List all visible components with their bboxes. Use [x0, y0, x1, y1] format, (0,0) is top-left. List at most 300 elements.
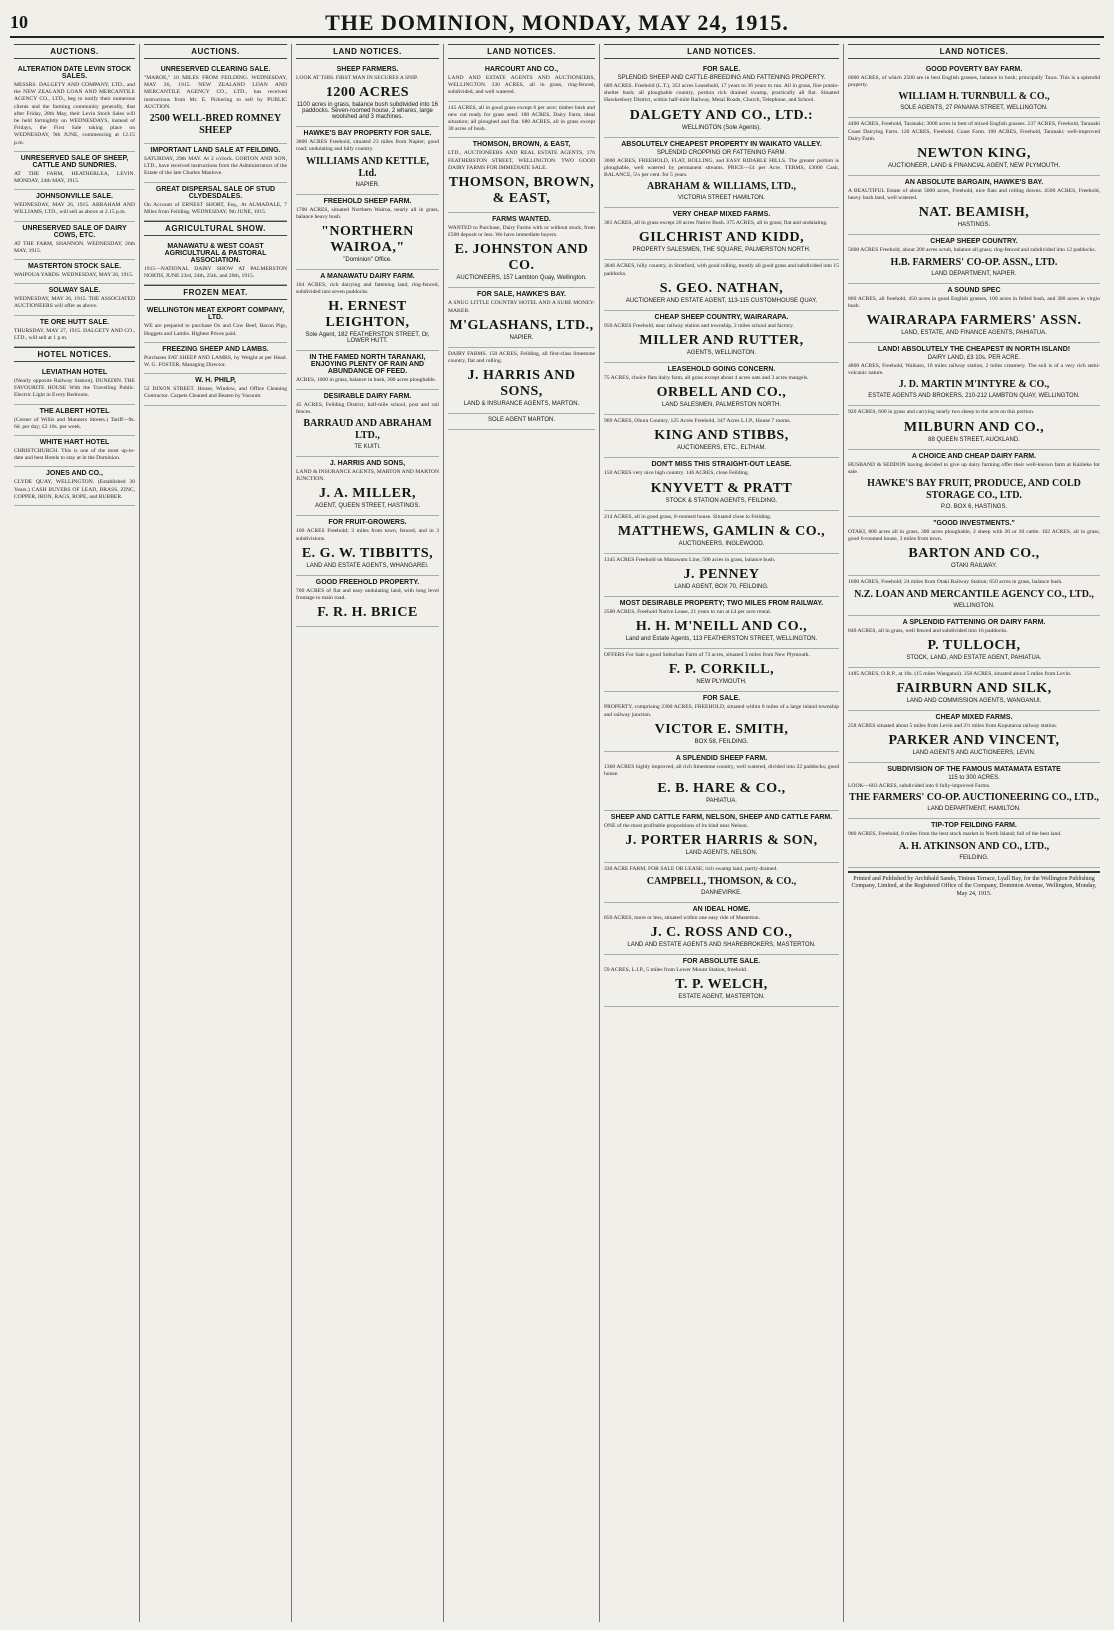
ad-address: HASTINGS.	[957, 222, 991, 229]
ad-address: LAND AGENT, BOX 70, FEILDING.	[674, 584, 769, 591]
ad-body: 145 ACRES, all in good grass except 6 per acre; timber bush and new cut ready for grass seed. 100 ACRES, Dairy Farm, ideal situation; all ploughed and flat. 680 ACRES, all in grass except 30 acres of bush.	[448, 104, 595, 133]
ad-title: TE ORE HUTT SALE.	[39, 318, 110, 326]
ad-body: 1345 ACRES Freehold on Manawatu Line; 500 acres in grass, balance bush.	[604, 556, 776, 563]
ad-title: DON'T MISS THIS STRAIGHT-OUT LEASE.	[651, 461, 792, 469]
advertisement	[144, 240, 287, 285]
ad-title: CHEAP MIXED FARMS.	[935, 714, 1013, 722]
ad-advertiser-name: HAWKE'S BAY FRUIT, PRODUCE, AND COLD STORAGE CO., LTD.	[867, 478, 1081, 502]
ad-body: ONE of the most profitable propositions of its kind near Nelson.	[604, 823, 749, 830]
column-5	[600, 44, 844, 1622]
ad-advertiser-name: J. HARRIS AND SONS,	[467, 368, 576, 400]
ad-title: GOOD FREEHOLD PROPERTY.	[315, 578, 420, 586]
ad-title: SHEEP FARMERS.	[336, 66, 399, 73]
section-heading: AUCTIONS.	[144, 44, 287, 59]
advertisement	[604, 415, 839, 458]
advertisement	[144, 343, 287, 374]
ad-title: HARCOURT AND CO.,	[484, 66, 559, 73]
ad-address: AUCTIONEER, LAND & FINANCIAL AGENT, NEW PLYMOUTH.	[887, 163, 1061, 170]
ad-body: WE are prepared to purchase Ox and Cow Beef, Bacon Pigs, Hoggets and Lambs. Highest Prices paid.	[144, 323, 287, 337]
advertisement	[604, 692, 839, 751]
ad-title: ABSOLUTELY CHEAPEST PROPERTY IN WAIKATO VALLEY.	[621, 140, 822, 148]
ad-advertiser-name: ABRAHAM & WILLIAMS, LTD.,	[647, 181, 796, 193]
ad-body: 920 ACRES, 600 in grass and carrying nearly two sheep to the acre on this portion.	[848, 409, 1035, 416]
column-6	[844, 44, 1104, 1622]
ad-advertiser-name: H.B. FARMERS' CO-OP. ASSN., LTD.	[890, 256, 1058, 268]
ad-title: FOR ABSOLUTE SALE.	[682, 957, 761, 965]
columns	[10, 44, 1104, 1622]
advertisement	[848, 616, 1100, 668]
ad-title: FOR SALE, HAWKE'S BAY.	[477, 291, 566, 299]
ad-body: WAIPOUA YARDS. WEDNESDAY, MAY 26, 1915.	[14, 272, 134, 279]
ad-title: SOLWAY SALE.	[48, 287, 101, 295]
ad-title: FREEHOLD SHEEP FARM.	[323, 197, 412, 205]
ad-body: 45 ACRES, Feilding District, half-mile school, post and rail fences.	[296, 401, 439, 415]
section-heading: HOTEL NOTICES.	[14, 347, 135, 362]
ad-advertiser-name: WILLIAMS AND KETTLE, Ltd.	[305, 155, 430, 179]
ad-body: 1360 ACRES highly improved, all rich limestone country, well watered, divided into 22 paddocks; good house.	[604, 763, 839, 778]
ad-title: FOR FRUIT-GROWERS.	[328, 519, 407, 527]
ad-title: A MANAWATU DAIRY FARM.	[320, 273, 415, 281]
ad-title: FREEZING SHEEP AND LAMBS.	[162, 345, 269, 353]
ad-title: DESIRABLE DAIRY FARM.	[323, 392, 412, 400]
ad-title: MANAWATU & WEST COAST AGRICULTURAL & PASTORAL ASSOCIATION.	[164, 243, 267, 265]
ad-address: LAND, ESTATE, AND FINANCE AGENTS, PAHIATUA.	[901, 330, 1047, 337]
ad-body: CHRISTCHURCH. This is one of the most up-to-date and best Hotels to stay at in the Dominion.	[14, 448, 135, 462]
ad-title: AN ABSOLUTE BARGAIN, HAWKE'S BAY.	[904, 179, 1044, 187]
advertisement	[604, 511, 839, 554]
ad-address: STOCK & STATION AGENTS, FEILDING.	[665, 497, 778, 504]
ad-advertiser-name: NEWTON KING,	[917, 146, 1031, 162]
ad-body: SATURDAY, 29th MAY. At 2 o'clock. GORTON AND SON, LTD., have received instructions from the Administrators of the Estate of the late Charles Manlove.	[144, 156, 287, 177]
ad-address: DANNEVIRKE.	[701, 889, 742, 896]
advertisement	[14, 190, 135, 221]
ad-address: LAND AGENTS AND AUCTIONEERS, LEVIN.	[912, 750, 1036, 757]
ad-advertiser-name: S. GEO. NATHAN,	[659, 280, 784, 296]
ad-body: 4800 ACRES, Freehold, Waikato, 18 miles railway station, 2 miles creamery. The soil is of a very rich semi-volcanic nature.	[848, 363, 1100, 377]
ad-body: ACRES, 1000 in grass, balance in bush, 300 acres ploughable.	[296, 377, 436, 384]
advertisement	[848, 343, 1100, 406]
ad-advertiser-name: "NORTHERN WAIROA,"	[321, 224, 414, 256]
ad-advertiser-name: PARKER AND VINCENT,	[888, 733, 1060, 749]
footer-rule	[848, 871, 1100, 873]
ad-body: OFFERS For Sale a good Suburban Farm of 73 acres, situated 3 miles from New Plymouth.	[604, 652, 810, 659]
advertisement	[448, 213, 595, 288]
advertisement	[848, 668, 1100, 711]
ad-address: OTAKI RAILWAY.	[950, 563, 997, 570]
ad-body: 75 ACRES, choice flats dairy farm, all grass except about 4 acres oats and 3 acres mangels.	[604, 375, 809, 382]
ad-address: 88 QUEEN STREET, AUCKLAND.	[928, 436, 1020, 443]
advertisement	[448, 348, 595, 414]
ad-title: IMPORTANT LAND SALE AT FEILDING.	[150, 147, 281, 155]
ad-body: WEDNESDAY, MAY 26, 1915. ABRAHAM AND WILLIAMS, LTD., will sell as above at 2.15 p.m.	[14, 202, 135, 216]
ad-body: DAIRY FARMS. 150 ACRES, Feilding, all first-class limestone country, flat and rolling.	[448, 350, 595, 365]
imprint-footer: Printed and Published by Archibald Sando, Tinirau Terrace, Lyall Bay, for the Wellington Publishing Company, Limited, at the Registered Office of the Company, Dominion Avenue, Wellington, Monday, May 24, 1915.	[851, 875, 1097, 897]
ad-advertiser-name: WILLIAM H. TURNBULL & CO.,	[898, 91, 1050, 103]
ad-subtitle: SPLENDID CROPPING OR FATTENING FARM.	[656, 149, 787, 156]
advertisement	[848, 235, 1100, 283]
ad-body: THURSDAY, MAY 27, 1915. DALGETY AND CO., LTD., will sell at 1 p.m.	[14, 327, 135, 341]
ad-title: "GOOD INVESTMENTS."	[933, 520, 1015, 528]
ad-title: THOMSON, BROWN, & EAST,	[472, 141, 571, 149]
page-number: 10	[10, 12, 28, 32]
ad-body: 1700 ACRES, situated Northern Wairoa, nearly all in grass, balance heavy bush.	[296, 206, 439, 220]
ad-advertiser-name: THE FARMERS' CO-OP. AUCTIONEERING CO., LTD.,	[849, 792, 1099, 804]
ad-body: AT THE FARM, SHANNON. WEDNESDAY, 26th MAY, 1915.	[14, 240, 135, 254]
ad-body: 700 ACRES of flat and easy undulating land, with long level frontage to main road.	[296, 587, 439, 602]
ad-body: 1600 ACRES, Freehold; 24 miles from Otaki Railway Station; 650 acres in grass, balance bush.	[848, 579, 1063, 586]
ad-advertiser-name: F. R. H. BRICE	[317, 605, 418, 621]
ad-address: AUCTIONEER AND ESTATE AGENT, 113-115 CUSTOMHOUSE QUAY.	[625, 297, 818, 304]
advertisement	[296, 457, 439, 516]
ad-advertiser-name: MILBURN AND CO.,	[903, 419, 1045, 435]
advertisement	[14, 405, 135, 436]
section-heading: AUCTIONS.	[14, 44, 135, 59]
ad-advertiser-name: E. G. W. TIBBITTS,	[301, 545, 434, 561]
ad-body: 6000 ACRES, of which 2500 are in best English grasses, balance in bush; principally Tawa. This is a splendid property.	[848, 75, 1100, 89]
ad-advertiser-name: NAT. BEAMISH,	[918, 205, 1030, 221]
advertisement	[14, 316, 135, 347]
section-heading: LAND NOTICES.	[848, 44, 1100, 59]
ad-title: HAWKE'S BAY PROPERTY FOR SALE.	[303, 130, 432, 138]
ad-advertiser-name: BARTON AND CO.,	[908, 546, 1040, 562]
advertisement	[144, 304, 287, 342]
advertisement	[296, 390, 439, 457]
ad-address: AUCTIONEERS, ETC., ELTHAM.	[676, 445, 767, 452]
ad-body: 104 ACRES, rich dairying and fattening land, ring-fenced, subdivided into seven paddocks.	[296, 282, 439, 296]
ad-address: LAND DEPARTMENT, HAMILTON.	[927, 806, 1021, 813]
advertisement	[448, 138, 595, 213]
ad-body: 1485 ACRES, O.R.P., at 10s. (15 miles Wanganui). 258 ACRES, situated about 5 miles from Levin.	[848, 670, 1072, 677]
ad-body: LAND AND ESTATE AGENTS AND AUCTIONEERS, WELLINGTON. 330 ACRES, all in grass, ring-fenced, subdivided, and well watered.	[448, 75, 595, 96]
ad-address: WELLINGTON.	[953, 602, 995, 609]
ad-address: Sole Agent, 182 FEATHERSTON STREET, Or, LOWER HUTT.	[305, 332, 430, 345]
ad-advertiser-name: ORBELL AND CO.,	[656, 385, 787, 401]
ad-address: STOCK, LAND, AND ESTATE AGENT, PAHIATUA.	[906, 654, 1042, 661]
ad-address: AGENT, QUEEN STREET, HASTINGS.	[314, 503, 421, 510]
ad-address: AUCTIONEERS, INGLEWOOD.	[678, 540, 765, 547]
advertisement	[848, 763, 1100, 819]
ad-body: OTAKI, 800 acres all in grass, 300 acres ploughable, 2 sheep with 20 or 30 cattle. 102 ACRES, all in grass, good 6-roomed house, 3 miles from town.	[848, 529, 1100, 543]
ad-body: LOOK AT THIS. FIRST MAN IN SECURES A SNIP.	[296, 75, 418, 81]
section-heading: AGRICULTURAL SHOW.	[144, 221, 287, 236]
ad-body: 860 ACRES, all freehold, 450 acres in good English grasses, 100 acres in felled bush, and 300 acres in virgin bush.	[848, 295, 1100, 309]
ad-body: AT THE FARM, HEATHERLEA, LEVIN. MONDAY, 24th MAY, 1915.	[14, 170, 135, 185]
ad-body: WANTED to Purchase, Dairy Farms with or without stock, from £500 deposit or less. We have immediate buyers.	[448, 225, 595, 239]
ad-address: LAND AND ESTATE AGENTS AND SHAREBROKERS, MASTERTON.	[627, 941, 816, 948]
ad-address: 1100 acres in grass, balance bush subdivided into 16 paddocks. Seven-roomed house, 2 whares, large woolshed and 3 machines.	[297, 102, 438, 121]
ad-advertiser-name: E. JOHNSTON AND CO.	[454, 242, 589, 274]
ad-advertiser-name: J. PORTER HARRIS & SON,	[625, 833, 818, 849]
ad-advertiser-name: H. H. M'NEILL AND CO.,	[635, 619, 808, 635]
ad-title: LEVIATHAN HOTEL	[41, 369, 108, 377]
advertisement	[296, 516, 439, 575]
advertisement	[144, 144, 287, 183]
ad-advertiser-name: THOMSON, BROWN, & EAST,	[448, 175, 595, 207]
ad-title: AN IDEAL HOME.	[692, 905, 751, 913]
ad-body: "MAROE," 10 MILES FROM FEILDING. WEDNESDAY, MAY 26, 1915. NEW ZEALAND LOAN AND MERCANTILE AGENCY CO., LTD., has received instructions from Mr. E. Pickering to sell by PUBLIC AUCTION.	[144, 75, 287, 110]
ad-body: 381 ACRES, all in grass except 20 acres Native Bush. 375 ACRES, all in grass; flat and undulating.	[604, 220, 828, 227]
ad-body: 950 ACRES Freehold, near railway station and township, 2 miles school and factory.	[604, 322, 794, 329]
ad-body: CLYDE QUAY, WELLINGTON. (Established 30 Years.) CASH BUYERS OF LEAD, BRASS, ZINC, COPPER, IRON, RAGS, ROPE, and RUBBER.	[14, 479, 135, 500]
ad-title: W. H. PHILP,	[195, 377, 236, 385]
advertisement	[848, 819, 1100, 867]
advertisement	[604, 208, 839, 260]
ad-advertiser-name: J. C. ROSS AND CO.,	[650, 924, 793, 940]
newspaper-title: THE DOMINION, MONDAY, MAY 24, 1915.	[325, 10, 789, 35]
advertisement	[848, 118, 1100, 176]
ad-advertiser-name: A. H. ATKINSON AND CO., LTD.,	[898, 840, 1050, 852]
advertisement	[604, 752, 839, 811]
ad-advertiser-name: 2500 WELL-BRED ROMNEY SHEEP	[149, 113, 282, 137]
ad-body: 52 DIXON STREET. House, Window, and Office Cleaning Contractor. Carpets Cleaned and Beaten by Vacuum.	[144, 386, 287, 400]
ad-address: PAHIATUA.	[706, 798, 737, 805]
ad-address: TE KUITI.	[354, 444, 381, 451]
ad-title: GREAT DISPERSAL SALE OF STUD CLYDESDALES.	[155, 185, 276, 200]
section-heading: FROZEN MEAT.	[144, 285, 287, 300]
ad-body: LAND & INSURANCE AGENTS, MARTON AND MARTON JUNCTION.	[296, 469, 439, 483]
ad-title: LEASEHOLD GOING CONCERN.	[667, 366, 776, 374]
advertisement	[848, 176, 1100, 235]
ad-advertiser-name: DALGETY AND CO., LTD.:	[629, 107, 814, 123]
advertisement	[448, 102, 595, 139]
ad-body: 850 ACRES, more or less, situated within one easy ride of Masterton.	[604, 914, 760, 921]
ad-subtitle: 115 to 300 ACRES.	[948, 775, 1000, 782]
advertisement	[604, 363, 839, 415]
ad-address: SOLE AGENTS, 27 PANAMA STREET, WELLINGTON.	[900, 105, 1048, 112]
ad-body: 3000 ACRES, FREEHOLD, FLAT, ROLLING, and EASY RIDABLE HILLS. The greater portion is ploughable, well watered by permanent streams. PRICE—£4 per Acre. TERMS, £3000 Cash, BALANCE, 5¼ per cent. for 5 years.	[604, 157, 839, 179]
ad-address: NEW PLYMOUTH.	[696, 679, 747, 686]
advertisement	[604, 863, 839, 902]
ad-address: P.O. BOX 6, HASTINGS.	[940, 504, 1008, 511]
ad-body: MESSRS. DALGETY AND COMPANY, LTD., and the NEW ZEALAND LOAN AND MERCANTILE AGENCY CO., LTD., beg to notify their numerous clients and the farming community generally, that after Friday, 28th May, their Levin Stock Sales will be held fortnightly on WEDNESDAYS, instead of Fridays, the First Sale taking place on WEDNESDAY, 9th JUNE, commencing at 12.15 p.m.	[14, 82, 135, 146]
ad-body: PROPERTY, comprising 2300 ACRES, FREEHOLD, situated within 8 miles of a large inland township and railway junction.	[604, 704, 839, 718]
ad-address: LAND AGENTS, NELSON.	[685, 850, 758, 857]
ad-title: MASTERTON STOCK SALE.	[27, 263, 122, 271]
advertisement	[296, 576, 439, 627]
advertisement	[604, 260, 839, 310]
ad-advertiser-name: FAIRBURN AND SILK,	[896, 681, 1052, 697]
ad-title: A CHOICE AND CHEAP DAIRY FARM.	[911, 452, 1037, 460]
advertisement	[14, 222, 135, 260]
ad-address: BOX 58, FEILDING.	[694, 738, 749, 745]
ad-body: 909 ACRES, Ohura Country, 125 Acres Freehold, 347 Acres L.I.P., House 7 rooms.	[604, 418, 792, 425]
advertisement	[14, 284, 135, 315]
ad-title: FARMS WANTED.	[492, 216, 551, 224]
ad-advertiser-name: J. D. MARTIN M'INTYRE & CO.,	[898, 379, 1050, 391]
ad-title: THE ALBERT HOTEL	[39, 407, 110, 415]
ad-body: 900 ACRES, Freehold, 8 miles from the best stock market in North Island; full of the best land.	[848, 831, 1062, 838]
column-1	[10, 44, 140, 1622]
advertisement	[296, 63, 439, 127]
advertisement	[604, 955, 839, 1007]
advertisement	[144, 63, 287, 144]
ad-address: "Dominion" Office.	[343, 257, 392, 264]
ad-subtitle: SPLENDID SHEEP AND CATTLE-BREEDING AND FATTENING PROPERTY.	[617, 75, 826, 81]
column-3	[292, 44, 444, 1622]
advertisement	[848, 711, 1100, 763]
ad-title: WELLINGTON MEAT EXPORT COMPANY, LTD.	[146, 307, 285, 322]
ad-title: CHEAP SHEEP COUNTRY.	[930, 238, 1018, 246]
ad-title: FOR SALE.	[702, 695, 741, 703]
section-heading: LAND NOTICES.	[448, 44, 595, 59]
ad-body: 840 ACRES, all in grass, well fenced and subdivided into 16 paddocks.	[848, 627, 1008, 634]
advertisement	[144, 374, 287, 405]
ad-title: UNRESERVED SALE OF SHEEP, CATTLE AND SUNDRIES.	[20, 154, 129, 169]
ad-body: 3800 ACRES Freehold, situated 23 miles from Napier; good road; undulating and hilly country.	[296, 139, 439, 153]
ad-address: SOLE AGENT MARTON.	[487, 417, 556, 424]
advertisement	[448, 63, 595, 102]
ad-body: 150 ACRES very nice high country. 146 ACRES, close Feilding.	[604, 470, 750, 477]
ad-body: 100 ACRES Freehold; 3 miles from town, fenced, and in 3 subdivisions.	[296, 528, 439, 542]
ad-body: On Account of ERNEST SHORT, Esq., At ALMADALE, 7 Miles from Feilding. WEDNESDAY, 9th JUNE, 1915.	[144, 201, 287, 215]
advertisement	[296, 195, 439, 270]
ad-address: LAND AND ESTATE AGENTS, WHANGAREI.	[306, 562, 429, 569]
ad-body: A SNUG LITTLE COUNTRY HOTEL AND A SURE MONEY-MAKER.	[448, 300, 595, 314]
ad-title: UNRESERVED CLEARING SALE.	[160, 66, 271, 73]
ad-address: AUCTIONEERS, 157 Lambton Quay, Wellington.	[456, 275, 587, 282]
ad-advertiser-name: T. P. WELCH,	[675, 977, 768, 993]
ad-body: LTD., AUCTIONEERS AND REAL ESTATE AGENTS, 176 FEATHERSTON STREET, WELLINGTON. TWO GOOD DAIRY FARMS FOR IMMEDIATE SALE.	[448, 150, 595, 171]
ad-advertiser-name: BARRAUD AND ABRAHAM LTD.,	[303, 418, 432, 442]
ad-advertiser-name: N.Z. LOAN AND MERCANTILE AGENCY CO., LTD.,	[854, 588, 1094, 600]
advertisement	[448, 288, 595, 347]
advertisement	[144, 183, 287, 221]
ad-title: J. HARRIS AND SONS,	[329, 460, 406, 468]
ad-title: JOHNSONVILLE SALE.	[35, 193, 113, 201]
ad-address: LAND AND COMMISSION AGENTS, WANGANUI.	[906, 698, 1042, 705]
advertisement	[14, 152, 135, 190]
ad-title: UNRESERVED SALE OF DAIRY COWS, ETC.	[22, 224, 127, 239]
ad-body: A BEAUTIFUL Estate of about 5000 acres, Freehold, nice flats and rolling downs. 4500 ACRES, Freehold, heavy bush land, well watered.	[848, 188, 1100, 202]
ad-title: LAND! ABSOLUTELY THE CHEAPEST IN NORTH ISLAND!	[877, 346, 1071, 354]
advertisement	[14, 260, 135, 284]
section-heading: LAND NOTICES.	[296, 44, 439, 59]
advertisement	[604, 458, 839, 510]
advertisement	[848, 406, 1100, 449]
advertisement	[848, 63, 1100, 118]
ad-advertiser-name: VICTOR E. SMITH,	[654, 721, 789, 737]
ad-body: 330 ACRE FARM, FOR SALE OR LEASE; rich swamp land, partly drained.	[604, 866, 778, 873]
ad-address: VICTORIA STREET HAMILTON.	[678, 195, 765, 202]
advertisement	[296, 270, 439, 351]
ad-title: IN THE FAMED NORTH TARANAKI, ENJOYING PLENTY OF RAIN AND ABUNDANCE OF FEED.	[309, 354, 426, 376]
ad-address: LAND DEPARTMENT, NAPIER.	[931, 270, 1017, 277]
ad-title: JONES AND CO.,	[46, 470, 103, 478]
ad-title: WHITE HART HOTEL	[39, 439, 110, 447]
ad-address: LAND & INSURANCE AGENTS, MARTON.	[463, 401, 580, 408]
ad-advertiser-name: WAIRARAPA FARMERS' ASSN.	[866, 313, 1082, 329]
ad-advertiser-name: P. TULLOCH,	[927, 637, 1021, 653]
ad-advertiser-name: J. A. MILLER,	[318, 486, 417, 502]
ad-title: SHEEP AND CATTLE FARM, NELSON, SHEEP AND CATTLE FARM.	[610, 814, 833, 822]
ad-body: 3846 ACRES, hilly country, in Stratford, with good rolling, mostly all good grass and subdivided into 15 paddocks.	[604, 263, 839, 277]
ad-title: MOST DESIRABLE PROPERTY; TWO MILES FROM RAILWAY.	[619, 600, 824, 608]
advertisement	[848, 284, 1100, 343]
ad-title: TIP-TOP FEILDING FARM.	[931, 822, 1017, 830]
ad-advertiser-name: M'GLASHANS, LTD.,	[449, 317, 594, 333]
ad-advertiser-name: MILLER AND RUTTER,	[639, 333, 804, 349]
ad-advertiser-name: 1200 ACRES	[325, 85, 410, 101]
ad-body: 5600 ACRES Freehold, about 200 acres scrub, balance all grass; ring-fenced and subdivided into 12 paddocks.	[848, 247, 1096, 254]
advertisement	[848, 517, 1100, 576]
advertisement	[604, 649, 839, 692]
ad-title: A SOUND SPEC	[947, 286, 1001, 294]
ad-subtitle: DAIRY LAND, £3 10s. PER ACRE.	[927, 355, 1021, 362]
ad-title: A SPLENDID FATTENING OR DAIRY FARM.	[902, 618, 1046, 626]
advertisement	[848, 450, 1100, 517]
ad-advertiser-name: GILCHRIST AND KIDD,	[638, 230, 805, 246]
ad-address: ESTATE AGENTS AND BROKERS, 210-212 LAMBTON QUAY, WELLINGTON.	[868, 393, 1080, 400]
ad-address: AGENTS, WELLINGTON.	[686, 350, 757, 357]
ad-address: NAPIER.	[355, 181, 380, 188]
ad-body: WEDNESDAY, MAY 26, 1915. THE ASSOCIATED AUCTIONEERS will offer as above.	[14, 296, 135, 310]
advertisement	[604, 903, 839, 955]
advertisement	[848, 576, 1100, 615]
ad-title: CHEAP SHEEP COUNTRY, WAIRARAPA.	[654, 313, 789, 321]
advertisement	[14, 366, 135, 405]
ad-body: LOOK—603 ACRES, subdivided into 6 fully-improved Farms.	[848, 783, 991, 790]
ad-body: 4400 ACRES, Freehold, Taranaki; 3000 acres in best of mixed English grasses. 237 ACRES, Freehold, Taranaki Coast Dairying Farm. 120 ACRES, Freehold, Coast Farm. 100 ACRES, Freehold, Taranaki; well-improved Dairy Farm.	[848, 121, 1100, 142]
ad-body: 258 ACRES situated about 5 miles from Levin and 2½ miles from Koputaroa railway station.	[848, 723, 1058, 730]
ad-address: LAND SALESMEN, PALMERSTON NORTH.	[661, 402, 782, 409]
advertisement	[604, 138, 839, 209]
ad-body: 214 ACRES, all in good grass, 8-roomed house. Situated close to Feilding.	[604, 513, 772, 520]
ad-address: ESTATE AGENT, MASTERTON.	[678, 994, 765, 1001]
advertisement	[604, 311, 839, 363]
section-heading: LAND NOTICES.	[604, 44, 839, 59]
ad-body: 59 ACRES, L.I.P., 5 miles from Lower Mount Station, freehold.	[604, 966, 748, 973]
ad-body: 2500 ACRES, Freehold Native Lease, 21 years to run at £4 per acre rental.	[604, 609, 772, 616]
ad-title: SUBDIVISION OF THE FAMOUS MATAMATA ESTATE	[887, 766, 1061, 774]
column-2	[140, 44, 292, 1622]
ad-body: (Corner of Willis and Manners Streets.) Tariff—9s. 6d. per day; £2 10s. per week.	[14, 416, 135, 430]
ad-advertiser-name: KNYVETT & PRATT	[650, 480, 793, 496]
advertisement	[14, 436, 135, 467]
ad-advertiser-name: J. PENNEY	[683, 567, 760, 583]
ad-body: Purchases FAT SHEEP AND LAMBS, by Weight at per Head. W. G. FOSTER, Managing Director.	[144, 354, 287, 369]
ad-body: 1915—NATIONAL DAIRY SHOW AT PALMERSTON NORTH, JUNE 23rd, 24th, 25th, and 26th, 1915.	[144, 266, 287, 280]
ad-body: 689 ACRES. Freehold (L.T.), 353 acres Leasehold, 17 years to 36 years to run. All in grass, fine potato-shelter bush; all ploughable country, portion rich drained swamp, practically all flat. Situated Hawkesbury District, within half-mile Railway, Metal Roads, Church, Telephone, and School.	[604, 83, 839, 104]
ad-body: HUSBAND & SEDDON having decided to give up dairy farming offer their well-known farm at Kaitieke for sale.	[848, 461, 1100, 475]
advertisement	[604, 811, 839, 863]
ad-advertiser-name: CAMPBELL, THOMSON, & CO.,	[646, 875, 797, 887]
ad-body: (Nearly opposite Railway Station), DUNEDIN. THE FAVOURITE HOUSE With the Travelling Public. Electric Light in Every Bedroom.	[14, 378, 135, 399]
ad-title: VERY CHEAP MIXED FARMS.	[672, 211, 771, 219]
ad-advertiser-name: MATTHEWS, GAMLIN & CO.,	[617, 523, 826, 539]
ad-title: FOR SALE.	[702, 66, 741, 73]
ad-title: ALTERATION DATE LEVIN STOCK SALES.	[17, 66, 132, 80]
ad-address: FEILDING.	[959, 854, 989, 861]
ad-address: WELLINGTON (Sole Agents).	[682, 124, 761, 131]
advertisement	[296, 351, 439, 389]
advertisement	[296, 127, 439, 194]
advertisement	[14, 467, 135, 506]
ad-title: A SPLENDID SHEEP FARM.	[675, 754, 768, 762]
advertisement	[604, 597, 839, 649]
ad-advertiser-name: F. P. CORKILL,	[668, 662, 775, 678]
advertisement	[604, 63, 839, 138]
ad-address: NAPIER.	[509, 334, 534, 341]
ad-title: GOOD POVERTY BAY FARM.	[925, 66, 1023, 73]
masthead	[10, 8, 1104, 38]
advertisement	[604, 554, 839, 597]
ad-advertiser-name: E. B. HARE & CO.,	[657, 781, 786, 797]
ad-advertiser-name: H. ERNEST LEIGHTON,	[325, 299, 410, 331]
advertisement	[14, 63, 135, 152]
ad-advertiser-name: KING AND STIBBS,	[654, 428, 789, 444]
ad-address: PROPERTY SALESMEN, THE SQUARE, PALMERSTON NORTH.	[632, 247, 811, 254]
ad-address: Land and Estate Agents, 113 FEATHERSTON STREET, WELLINGTON.	[625, 636, 818, 643]
